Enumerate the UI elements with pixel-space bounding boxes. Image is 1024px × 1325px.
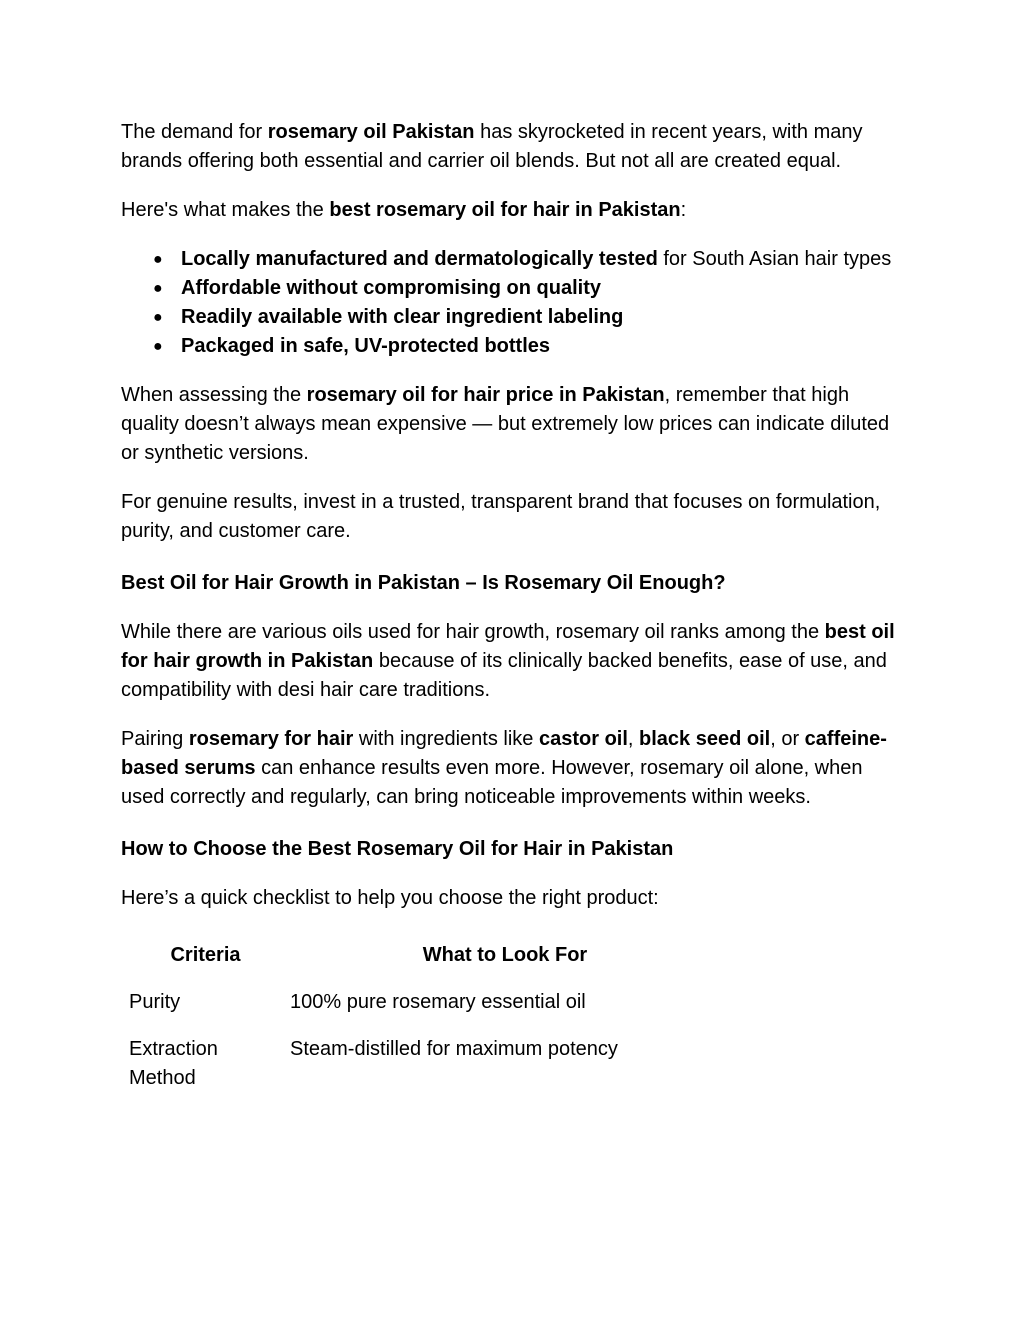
- paragraph-intro: The demand for rosemary oil Pakistan has skyrocketed in recent years, with many brands offering both essential and carrier oil blends. But not all are created equal.: [121, 121, 863, 172]
- table-header-row: [121, 941, 720, 988]
- list-item: ● Packaged in safe, UV-protected bottles: [121, 332, 911, 361]
- keyword-best-rosemary-oil: best rosemary oil for hair in Pakistan: [329, 199, 681, 221]
- paragraph-various-oils: While there are various oils used for hair growth, rosemary oil ranks among the best oil for hair growth in Pakistan because of its clinically backed benefits, ease of use, and compatibility with desi hair care traditions.: [121, 621, 895, 701]
- paragraph-pairing: Pairing rosemary for hair with ingredients like castor oil, black seed oil, or caffeine-based serums can enhance results even more. However, rosemary oil alone, when used correctly and regularly, can bring noticeable improvements within weeks.: [121, 728, 887, 808]
- paragraph-checklist-intro: Here’s a quick checklist to help you choose the right product:: [121, 887, 659, 909]
- keyword-rosemary-oil-pakistan: rosemary oil Pakistan: [267, 121, 475, 143]
- keyword-best-oil-growth: best oil for hair growth in Pakistan: [121, 621, 895, 672]
- table-cell: 100% pure rosemary essential oil: [290, 991, 586, 1013]
- table-cell: Extraction Method: [129, 1038, 218, 1089]
- bullet-icon: ●: [153, 280, 163, 297]
- bullet-icon: ●: [153, 338, 163, 355]
- list-item: ● Affordable without compromising on quality: [121, 274, 911, 303]
- document-page: [121, 118, 911, 1111]
- feature-bullet-list: [121, 245, 911, 361]
- section-heading-how-to-choose: How to Choose the Best Rosemary Oil for Hair in Pakistan: [121, 838, 674, 860]
- table-cell: Purity: [129, 991, 181, 1013]
- table-cell: Steam-distilled for maximum potency: [290, 1038, 618, 1060]
- list-item: ● Readily available with clear ingredient labeling: [121, 303, 911, 332]
- column-header-what-to-look-for: What to Look For: [422, 944, 588, 966]
- bullet-icon: ●: [153, 251, 163, 268]
- paragraph-what-makes-best: Here's what makes the best rosemary oil for hair in Pakistan:: [121, 199, 687, 221]
- table-row: [121, 988, 720, 1035]
- column-header-criteria: Criteria: [170, 944, 241, 966]
- section-heading-best-oil-growth: Best Oil for Hair Growth in Pakistan – Is Rosemary Oil Enough?: [121, 572, 726, 594]
- list-item: ● Locally manufactured and dermatologically tested for South Asian hair types: [121, 245, 911, 274]
- keyword-price: rosemary oil for hair price in Pakistan: [306, 384, 665, 406]
- bullet-icon: ●: [153, 309, 163, 326]
- checklist-table: [121, 941, 720, 1111]
- table-row: [121, 1035, 720, 1111]
- paragraph-price: When assessing the rosemary oil for hair price in Pakistan, remember that high quality doesn’t always mean expensive — but extremely low prices can indicate diluted or synthetic versions.: [121, 384, 890, 464]
- paragraph-genuine-results: For genuine results, invest in a trusted, transparent brand that focuses on formulation, purity, and customer care.: [121, 491, 881, 542]
